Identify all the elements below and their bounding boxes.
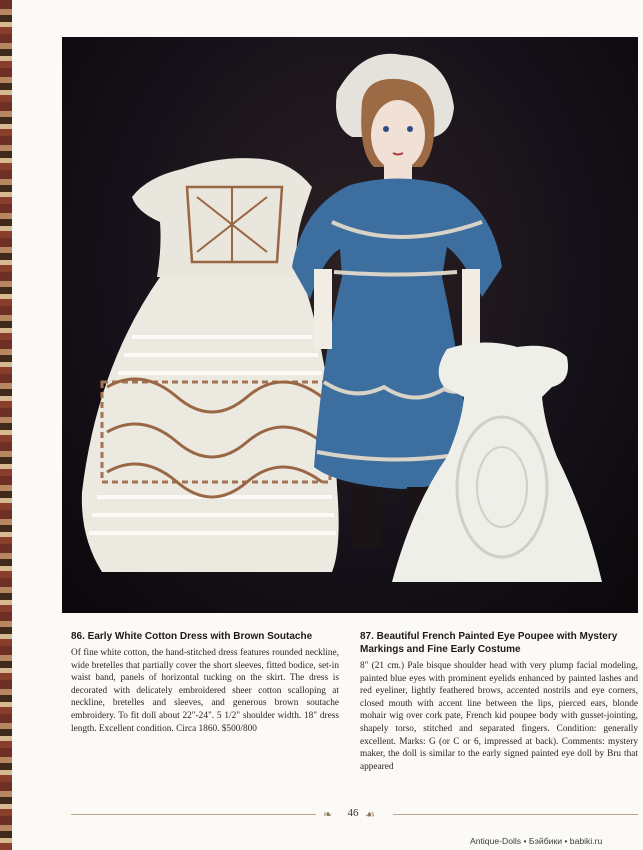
item-87-description: 8" (21 cm.) Pale bisque shoulder head with very plump facial modeling, painted blue eyes with prominent eyelids enhanced by painted lashes and red eyeliner, lightly feathered brows, accented nostrils and eye corners, closed mouth with accent line between the lips, pierced ears, blonde mohair wig over cork pate, French kid poupee body with gusset-jointing, shapely torso, stitched and separated fingers. Condition: generally excellent. Marks: G (or C or 6, impressed at back). Comments: mystery maker, the doll is similar to the early signed painted eye doll by Bru that appeared (360, 661, 638, 772)
white-cotton-dress (82, 158, 339, 572)
page-footer (71, 805, 638, 825)
footer-rule-left (71, 814, 316, 815)
doll-photograph (62, 37, 638, 613)
doll-photo-illustration (62, 37, 638, 613)
item-86-heading: 86. Early White Cotton Dress with Brown Soutache (71, 631, 313, 642)
footer-ornament-left: ❧ (323, 808, 333, 821)
item-86-description: Of fine white cotton, the hand-stitched dress features rounded neckline, wide bretelles that partially cover the short sleeves, fitted bodice, set-in waist band, panels of horizontal tucking on the skirt. The dress is decorated with delicately embroidered sheer cotton scalloping at neckline, bretelles and sleeves, and generous brown soutache embroidery. To fit doll about 22"-24". 5 1/2" shoulder width. 18" dress length. Excellent condition. Circa 1860. $500/800 (71, 648, 339, 734)
floral-border (0, 0, 12, 850)
page-number: 46 (347, 807, 359, 819)
item-87-heading: 87. Beautiful French Painted Eye Poupee with Mystery Markings and Fine Early Costume (360, 631, 618, 655)
item-86-column (71, 630, 339, 735)
site-watermark: Antique-Dolls • Бэйбики • babiki.ru (470, 836, 603, 846)
item-87-column (360, 630, 638, 773)
footer-rule-right (393, 814, 638, 815)
footer-ornament-right: ☙ (365, 808, 375, 821)
